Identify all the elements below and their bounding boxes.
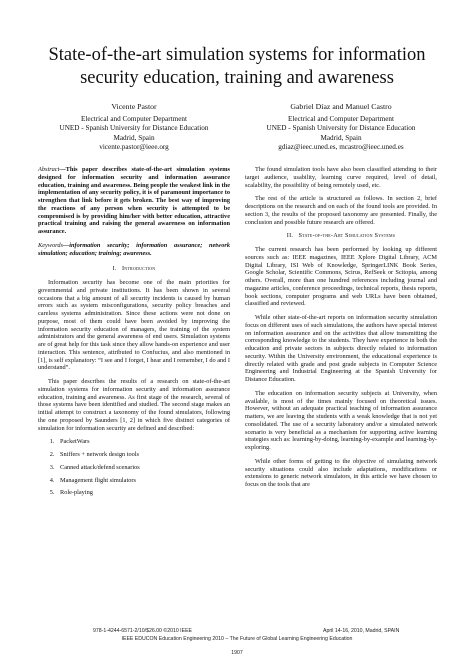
list-item: 1. PacketWars (56, 438, 230, 446)
author-org: UNED - Spanish University for Distance Education (266, 124, 416, 132)
footer-date: April 14-16, 2010, Madrid, SPAIN (323, 628, 400, 634)
body-paragraph: The rest of the article is structured as follows. In section 2, brief descriptions on the research and on each of the found tools are provided. In section 3, the results of the proposed taxonomy are presented. Finally, the conclusion and possible future research are offered. (245, 195, 437, 226)
category-list (38, 438, 230, 497)
left-column (38, 166, 230, 503)
page-number: 1907 (231, 650, 243, 656)
author-email: vicente.pastor@ieee.org (99, 143, 169, 151)
author-org: UNED - Spanish University for Distance Education (59, 124, 209, 132)
section-heading-state-of-art (245, 232, 437, 240)
abstract-label: Abstract (38, 166, 60, 173)
list-item: 3. Canned attack/defend scenarios (56, 464, 230, 472)
keywords-label: Keywords (38, 241, 63, 249)
list-item: 5. Role-playing (56, 489, 230, 497)
author-city: Madrid, Spain (320, 133, 362, 142)
body-paragraph: While other forms of getting to the objective of simulating network security situations could also include adaptations, modifications or extensions to generic network simulators, in this article we have chosen to focus on the tools that are (245, 457, 437, 488)
body-paragraph: The found simulation tools have also been classified attending to their target audience, usability, learning curve required, level of detail, scalability, the possibility of being remotely used, etc. (245, 166, 437, 189)
author-dept: Electrical and Computer Department (81, 114, 187, 123)
body-paragraph: The current research has been performed by looking up different sources such as: IEEE magazines, IEEE Xplore Digital Library, ACM Digital Library, ISI Web of Knowledge, SpringerLINK Book Series, Google Scholar, Scientific Commons, Scirus, RefSeek or Scitopia, among others. Overall, more than one hundred references including journal and magazine articles, conference proceedings, technical reports, thesis reports, book sections, computer programs and web URLs have been obtained, classified and reviewed. (245, 246, 437, 308)
keywords (38, 242, 230, 258)
author-dept: Electrical and Computer Department (288, 114, 394, 123)
section-title: Introduction (122, 265, 156, 273)
author-name: Gabriel Díaz and Manuel Castro (290, 102, 392, 111)
section-title: State-of-the-Art Simulation Systems (298, 232, 396, 240)
section-heading-intro (38, 265, 230, 273)
abstract-text: —This paper describes state-of-the-art simulation systems designed for information security and information assurance education, training and awareness. Being people the weakest link in the implementation of any security policy, it is of paramount importance to strengthen that link before it gets broken. The best way of improving the reactions of any person when security is attempted to be compromised is by providing him/her with better education, attractive practical training and raising the general awareness on information assurance. (38, 166, 230, 235)
author-1 (38, 102, 230, 153)
right-column (245, 166, 437, 495)
body-paragraph: The education on information security subjects at University, when available, is most of the times mainly focused on theoretical issues. However, without an adequate practical teaching of information assurance matters, we are leaving the students with a weak knowledge that is not yet consolidated. The use of a security laboratory and/or a simulated network scenario is very beneficial as a mechanism for supporting active learning strategies such as: learning-by-doing, learning-by-example and learning-by-exploring. (245, 389, 437, 451)
keywords-text: —information security; information assurance; network simulation; education; training; awareness. (38, 241, 230, 257)
paper-title: State-of-the-art simulation systems for information security education, training and awareness (48, 45, 426, 88)
section-number: II. (286, 232, 294, 240)
author-2 (245, 102, 437, 153)
section-number: I. (112, 265, 117, 273)
author-name: Vicente Pastor (111, 102, 157, 111)
list-item: 2. Sniffers + network design tools (56, 451, 230, 459)
intro-paragraph: This paper describes the results of a research on state-of-the-art simulation systems for information security and information assurance education, training and awareness. As first stage of the research, several of those systems have been identified and studied. The second stage makes an initial attempt to construct a taxonomy of the found simulators, following the one proposed by Saunders [1, 2] in which five distinct categories of simulation for information security are defined and described: (38, 378, 230, 432)
footer-isbn: 978-1-4244-6571-2/10/$26.00 ©2010 IEEE (93, 628, 193, 634)
list-item: 4. Management flight simulators (56, 477, 230, 485)
abstract (38, 166, 230, 236)
body-paragraph: While other state-of-the-art reports on information security simulation focus on different uses of such simulations, the authors have special interest on information assurance and on the activities that allow transmitting the corresponding knowledge to the students. They have experience in both the education and private sectors in subjects directly related to information security. Within the University environment, the educational experience is directly related with grade and post grade subjects in Computer Science Engineering and Industrial Engineering at the Spanish University for Distance Education. (245, 314, 437, 383)
author-email: gdiaz@ieec.uned.es, mcastro@ieec.uned.es (278, 143, 404, 151)
author-city: Madrid, Spain (113, 133, 155, 142)
intro-paragraph: Information security has become one of the main priorities for governmental and private institutions. It has been shown in several occasions that a big amount of all security incidents is caused by human errors such as system misconfigurations, security policy breaches and careless systems administration. Since these actions were not done on purpose, most of them could have been avoided by improving the information security education of managers, the training of the system administrators and the general awareness of end users. Simulation systems are of great help for this task since they allow hands-on experience and user interaction. This sentence, attributed to Confucius, and also mentioned in [1], is self explanatory: “I see and I forget, I hear and I remember, I do and I understand”. (38, 279, 230, 372)
footer-conference: IEEE EDUCON Education Engineering 2010 – The Future of Global Learning Engineering Education (121, 636, 353, 642)
